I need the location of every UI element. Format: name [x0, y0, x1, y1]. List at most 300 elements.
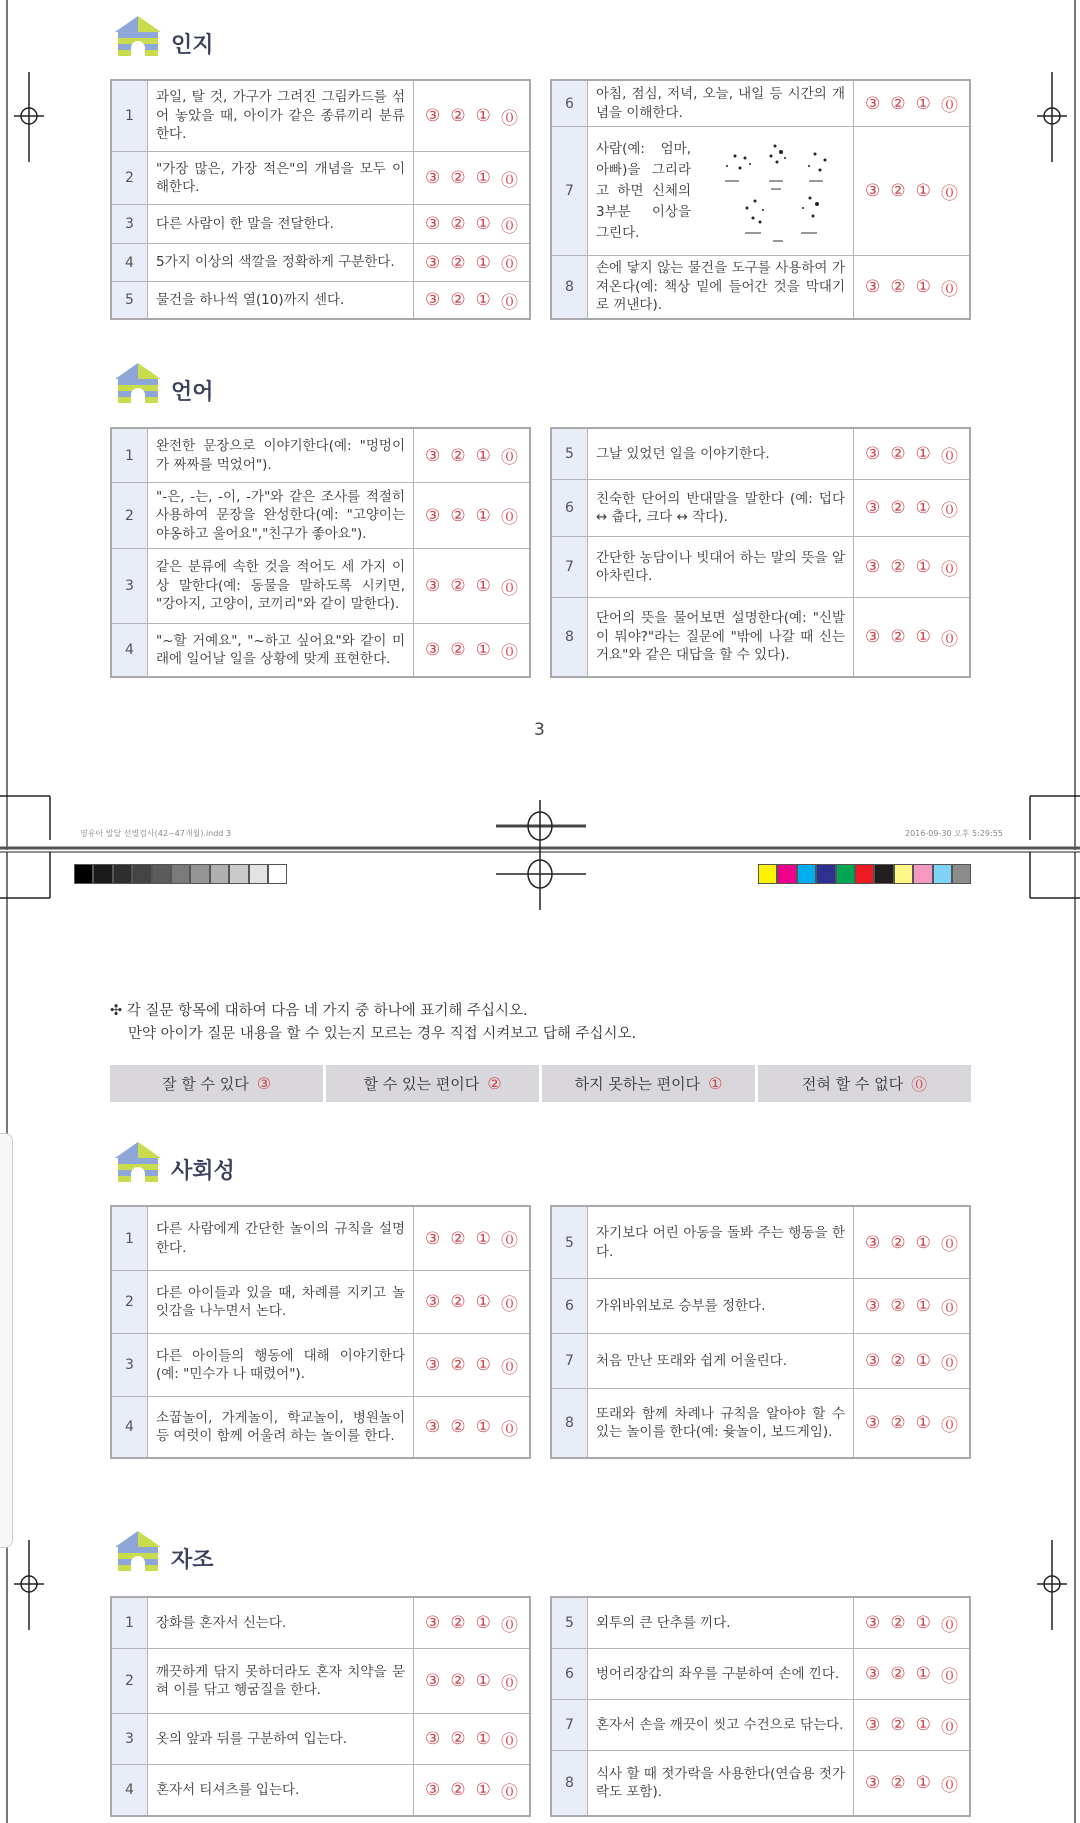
question-number: 5: [552, 429, 588, 479]
answer-options: [854, 598, 969, 676]
question-text-content: 깨끗하게 닦지 못하더라도 혼자 치약을 묻혀 이를 닦고 헹굼질을 한다.: [156, 1663, 405, 1698]
question-table-right: [550, 427, 971, 678]
question-text-content: 간단한 농담이나 빗대어 하는 말의 뜻을 알아차린다.: [596, 549, 845, 584]
answer-option-③[interactable]: ③: [425, 640, 441, 660]
answer-option-①[interactable]: ①: [475, 1729, 491, 1749]
question-number: 1: [112, 1598, 148, 1648]
answer-options: [414, 1598, 529, 1648]
answer-option-⓪[interactable]: ⓪: [500, 642, 518, 663]
question-text: [588, 1598, 854, 1648]
color-swatch: [797, 864, 816, 884]
question-text: [148, 1334, 414, 1396]
question-text-content: 완전한 문장으로 이야기한다(예: "멍멍이가 짜짜를 먹었어").: [156, 438, 405, 473]
answer-option-⓪[interactable]: ⓪: [940, 183, 958, 204]
answer-option-②[interactable]: ②: [890, 1664, 906, 1684]
answer-option-②[interactable]: ②: [450, 214, 466, 234]
section-title: [113, 12, 214, 59]
answer-option-⓪[interactable]: ⓪: [500, 1673, 518, 1694]
question-row: [112, 623, 529, 676]
section-title: [113, 1138, 235, 1185]
answer-option-⓪[interactable]: ⓪: [940, 559, 958, 580]
answer-option-①[interactable]: ①: [915, 1773, 931, 1793]
answer-option-②[interactable]: ②: [450, 290, 466, 310]
answer-options: [854, 1649, 969, 1699]
section-title-text: 인지: [171, 33, 214, 58]
question-text: [588, 1751, 854, 1815]
answer-options: [854, 1598, 969, 1648]
footer-timestamp: 2016-09-30 오후 5:29:55: [905, 829, 1003, 838]
legend-mark: ③: [256, 1074, 272, 1093]
color-swatch: [777, 864, 796, 884]
answer-option-①[interactable]: ①: [475, 168, 491, 188]
answer-option-①[interactable]: ①: [915, 557, 931, 577]
answer-option-⓪[interactable]: ⓪: [940, 500, 958, 521]
answer-option-⓪[interactable]: ⓪: [500, 448, 518, 468]
color-swatch: [913, 864, 932, 884]
question-number: 1: [112, 429, 148, 482]
question-text-content: 아침, 점심, 저녁, 오늘, 내일 등 시간의 개념을 이해한다.: [596, 86, 845, 121]
answer-options: [414, 205, 529, 243]
answer-option-③[interactable]: ③: [425, 106, 441, 126]
question-text-content: 그날 있었던 일을 이야기한다.: [596, 445, 770, 462]
answer-option-①[interactable]: ①: [915, 181, 931, 201]
answer-option-⓪[interactable]: ⓪: [500, 108, 518, 129]
answer-option-③[interactable]: ③: [425, 1780, 441, 1800]
answer-option-⓪[interactable]: ⓪: [940, 1666, 958, 1687]
question-row: [552, 429, 969, 479]
question-table-left: [110, 1596, 531, 1817]
question-text: [148, 1598, 414, 1648]
crop-marks-break: [0, 780, 1080, 910]
question-text: [148, 429, 414, 482]
question-text-content: 외투의 큰 단추를 끼다.: [596, 1614, 731, 1631]
answer-option-⓪[interactable]: ⓪: [500, 292, 518, 313]
answer-option-⓪[interactable]: ⓪: [500, 255, 518, 275]
question-number: 6: [552, 81, 588, 126]
bullet-icon: ✣: [110, 1003, 123, 1019]
answer-option-③[interactable]: ③: [425, 1417, 441, 1437]
answer-option-②[interactable]: ②: [450, 1228, 466, 1249]
answer-option-②[interactable]: ②: [890, 277, 906, 297]
question-text: [588, 1700, 854, 1750]
answer-option-⓪[interactable]: ⓪: [500, 170, 518, 191]
answer-option-②[interactable]: ②: [890, 498, 906, 518]
answer-option-③[interactable]: ③: [425, 505, 441, 526]
question-text-content: 자기보다 어린 아동을 돌봐 주는 행동을 한다.: [596, 1225, 845, 1260]
answer-options: [854, 1279, 969, 1333]
answer-option-⓪[interactable]: ⓪: [940, 1615, 958, 1636]
answer-option-⓪[interactable]: ⓪: [940, 279, 958, 300]
answer-option-③[interactable]: ③: [425, 290, 441, 310]
answer-option-③[interactable]: ③: [425, 214, 441, 234]
question-row: [112, 429, 529, 482]
question-row: [112, 1270, 529, 1333]
answer-option-①[interactable]: ①: [915, 1413, 931, 1433]
color-swatch: [816, 864, 835, 884]
question-number: 7: [552, 127, 588, 255]
answer-option-②[interactable]: ②: [890, 181, 906, 201]
question-text: [148, 483, 414, 548]
question-text-content: 옷의 앞과 뒤를 구분하여 입는다.: [156, 1730, 347, 1747]
answer-option-①[interactable]: ①: [475, 1780, 491, 1800]
page-edge-right-2: [1074, 852, 1076, 1823]
answer-option-①[interactable]: ①: [475, 1355, 491, 1375]
answer-option-①[interactable]: ①: [915, 93, 931, 114]
answer-option-③[interactable]: ③: [865, 557, 881, 577]
question-text: [588, 537, 854, 597]
answer-options: [854, 537, 969, 597]
answer-option-⓪[interactable]: ⓪: [940, 446, 958, 467]
legend-mark: ⓪: [911, 1075, 928, 1094]
answer-option-②[interactable]: ②: [450, 1780, 466, 1800]
question-number: 8: [552, 256, 588, 318]
answer-option-①[interactable]: ①: [915, 1232, 931, 1253]
answer-option-②[interactable]: ②: [450, 576, 466, 596]
question-row: [112, 1648, 529, 1713]
answer-option-①[interactable]: ①: [475, 106, 491, 126]
question-text-content: 또래와 함께 차례나 규칙을 알아야 할 수 있는 놀이를 한다(예: 윷놀이, 보드게임).: [596, 1405, 845, 1440]
answer-option-⓪[interactable]: ⓪: [500, 216, 518, 237]
question-row: [552, 255, 969, 318]
question-number: 7: [552, 537, 588, 597]
answer-options: [414, 429, 529, 482]
question-text-content: "~할 거예요", "~하고 싶어요"와 같이 미래에 일어날 일을 상황에 맞게 표현한다.: [156, 632, 405, 667]
question-text: [148, 1714, 414, 1764]
answer-options: [414, 1765, 529, 1815]
answer-option-③[interactable]: ③: [425, 445, 441, 466]
question-row: [112, 281, 529, 318]
answer-options: [854, 256, 969, 318]
answer-option-⓪[interactable]: ⓪: [500, 578, 518, 599]
question-text: [588, 598, 854, 676]
answer-option-①[interactable]: ①: [475, 214, 491, 234]
answer-option-②[interactable]: ②: [890, 1232, 906, 1253]
answer-option-③[interactable]: ③: [865, 1613, 881, 1633]
question-row: [552, 479, 969, 536]
question-number: 5: [552, 1207, 588, 1278]
question-text-content: 소꿉놀이, 가게놀이, 학교놀이, 병원놀이 등 여럿이 함께 어울려 하는 놀이를 한다.: [156, 1409, 405, 1444]
question-text-content: 혼자서 손을 깨끗이 씻고 수건으로 닦는다.: [596, 1716, 844, 1733]
color-swatch: [113, 864, 132, 884]
question-text: [148, 1271, 414, 1333]
answer-option-②[interactable]: ②: [450, 640, 466, 660]
answer-option-②[interactable]: ②: [450, 106, 466, 126]
question-row: [112, 243, 529, 281]
legend-label: 하지 못하는 편이다: [574, 1075, 701, 1093]
answer-option-①[interactable]: ①: [475, 1417, 491, 1437]
question-row: [552, 1388, 969, 1457]
color-swatch: [132, 864, 151, 884]
answer-option-⓪[interactable]: ⓪: [500, 1231, 518, 1251]
question-number: 4: [112, 244, 148, 281]
color-swatch: [268, 864, 287, 884]
answer-option-②[interactable]: ②: [450, 505, 466, 526]
answer-option-①[interactable]: ①: [475, 1228, 491, 1249]
answer-option-②[interactable]: ②: [450, 1671, 466, 1691]
answer-option-①[interactable]: ①: [915, 277, 931, 297]
answer-option-⓪[interactable]: ⓪: [940, 96, 958, 116]
answer-options: [854, 1334, 969, 1388]
question-number: 8: [552, 1751, 588, 1815]
question-table-left: [110, 79, 531, 320]
answer-options: [854, 480, 969, 536]
answer-options: [414, 1649, 529, 1713]
instruction-line-1: [110, 999, 528, 1020]
answer-option-①[interactable]: ①: [915, 1664, 931, 1684]
answer-options: [854, 1751, 969, 1815]
answer-option-②[interactable]: ②: [890, 627, 906, 647]
color-swatch: [249, 864, 268, 884]
question-number: 5: [552, 1598, 588, 1648]
answer-option-①[interactable]: ①: [475, 1292, 491, 1312]
question-row: [552, 81, 969, 126]
question-text: [148, 624, 414, 676]
color-swatch: [171, 864, 190, 884]
answer-option-②[interactable]: ②: [450, 1292, 466, 1312]
answer-options: [414, 1334, 529, 1396]
answer-option-②[interactable]: ②: [450, 168, 466, 188]
color-swatch: [855, 864, 874, 884]
answer-options: [414, 549, 529, 623]
question-table-right: [550, 1596, 971, 1817]
section-title: [113, 359, 214, 406]
answer-option-①[interactable]: ①: [915, 1296, 931, 1316]
question-text: [148, 282, 414, 318]
answer-option-③[interactable]: ③: [865, 277, 881, 297]
answer-options: [414, 1271, 529, 1333]
question-row: [112, 1207, 529, 1270]
question-row: [112, 81, 529, 151]
question-text-content: 가위바위보로 승부를 정한다.: [596, 1297, 766, 1314]
answer-option-③[interactable]: ③: [425, 576, 441, 596]
answer-option-⓪[interactable]: ⓪: [940, 1235, 958, 1255]
answer-option-①[interactable]: ①: [475, 505, 491, 526]
answer-option-①[interactable]: ①: [475, 445, 491, 466]
answer-option-⓪[interactable]: ⓪: [940, 1298, 958, 1319]
legend-item-1: [542, 1065, 755, 1102]
answer-option-③[interactable]: ③: [425, 1292, 441, 1312]
answer-option-③[interactable]: ③: [425, 252, 441, 273]
instruction-text-1: 각 질문 항목에 대하여 다음 네 가지 중 하나에 표기해 주십시오.: [126, 1003, 528, 1019]
question-text-content: 친숙한 단어의 반대말을 말한다 (예: 덥다 ↔ 춥다, 크다 ↔ 작다).: [596, 490, 845, 525]
answer-option-②[interactable]: ②: [890, 557, 906, 577]
question-text: [148, 1765, 414, 1815]
color-swatch: [93, 864, 112, 884]
section-title: [113, 1527, 214, 1574]
answer-option-③[interactable]: ③: [425, 1355, 441, 1375]
registration-mark: [1037, 1540, 1067, 1630]
answer-options: [854, 1389, 969, 1457]
answer-option-③[interactable]: ③: [865, 1296, 881, 1316]
question-text-content: 과일, 탈 것, 가구가 그려진 그림카드를 섞어 놓았을 때, 아이가 같은 종류끼리 분류한다.: [156, 89, 405, 143]
question-text-content: "-은, -는, -이, -가"와 같은 조사를 적절히 사용하여 문장을 완성한다(예: "고양이는 야옹하고 울어요","친구가 좋아요").: [156, 488, 405, 542]
question-number: 3: [112, 549, 148, 623]
question-text: [148, 549, 414, 623]
question-text: [588, 81, 854, 126]
answer-option-③[interactable]: ③: [865, 1413, 881, 1433]
instruction-line-2: 만약 아이가 질문 내용을 할 수 있는지 모르는 경우 직접 시켜보고 답해 주십시오.: [128, 1026, 637, 1042]
answer-option-⓪[interactable]: ⓪: [940, 1775, 958, 1796]
answer-option-⓪[interactable]: ⓪: [940, 629, 958, 650]
answer-option-①[interactable]: ①: [915, 498, 931, 518]
legend-label: 할 수 있는 편이다: [363, 1075, 480, 1093]
color-swatch: [933, 864, 952, 884]
question-text-content: 단어의 뜻을 물어보면 설명한다(예: "신발이 뭐야?"라는 질문에 "밖에 나갈 때 신는 거요"와 같은 대답을 할 수 있다).: [596, 610, 845, 664]
question-row: [552, 597, 969, 676]
house-icon: [113, 1529, 163, 1573]
question-table-left: [110, 427, 531, 678]
answer-option-③[interactable]: ③: [865, 444, 881, 464]
answer-option-③[interactable]: ③: [865, 1351, 881, 1371]
answer-options: [854, 81, 969, 126]
question-text-content: 손에 닿지 않는 물건을 도구를 사용하여 가져온다(예: 책상 밑에 들어간 것을 막대기로 꺼낸다).: [596, 260, 845, 314]
answer-option-①[interactable]: ①: [915, 1715, 931, 1735]
answer-option-②[interactable]: ②: [890, 1773, 906, 1793]
answer-option-②[interactable]: ②: [890, 93, 906, 114]
question-number: 7: [552, 1700, 588, 1750]
question-text-content: 같은 분류에 속한 것을 적어도 세 가지 이상 말한다(예: 동물을 말하도록 시키면, "강아지, 고양이, 코끼리"와 같이 말한다).: [156, 559, 405, 613]
answer-option-③[interactable]: ③: [865, 1232, 881, 1253]
answer-option-②[interactable]: ②: [450, 252, 466, 273]
answer-options: [854, 1700, 969, 1750]
answer-option-③[interactable]: ③: [425, 1228, 441, 1249]
answer-option-②[interactable]: ②: [890, 1613, 906, 1633]
question-row: [112, 1764, 529, 1815]
question-text: [588, 1279, 854, 1333]
answer-option-①[interactable]: ①: [475, 1671, 491, 1691]
section-title-text: 언어: [171, 380, 214, 405]
question-text: [588, 1207, 854, 1278]
answer-option-①[interactable]: ①: [475, 252, 491, 273]
answer-option-②[interactable]: ②: [890, 1296, 906, 1316]
question-row: [112, 1333, 529, 1396]
question-table-right: [550, 79, 971, 320]
answer-option-③[interactable]: ③: [865, 498, 881, 518]
question-number: 2: [112, 1271, 148, 1333]
answer-option-⓪[interactable]: ⓪: [940, 1415, 958, 1436]
question-text-content: 처음 만난 또래와 쉽게 어울린다.: [596, 1352, 787, 1369]
question-number: 8: [552, 1389, 588, 1457]
color-swatch: [152, 864, 171, 884]
answer-option-⓪[interactable]: ⓪: [500, 1731, 518, 1752]
color-swatch: [190, 864, 209, 884]
question-number: 6: [552, 480, 588, 536]
footer-filename: 영유아 발달 선별검사(42~47개월).indd 3: [80, 829, 232, 838]
question-text-content: 장화를 혼자서 신는다.: [156, 1614, 287, 1631]
answer-option-①[interactable]: ①: [475, 290, 491, 310]
answer-option-②[interactable]: ②: [890, 1413, 906, 1433]
answer-option-①[interactable]: ①: [475, 640, 491, 660]
question-text-content: "가장 많은, 가장 적은"의 개념을 모두 이해한다.: [156, 160, 405, 195]
legend-label: 전혀 할 수 없다: [801, 1075, 904, 1093]
color-swatch: [210, 864, 229, 884]
question-number: 4: [112, 624, 148, 676]
question-text: [588, 1389, 854, 1457]
section-title-text: 자조: [171, 1548, 214, 1573]
answer-options: [414, 81, 529, 151]
answer-option-⓪[interactable]: ⓪: [940, 1717, 958, 1738]
answer-option-①[interactable]: ①: [915, 1613, 931, 1633]
answer-option-②[interactable]: ②: [890, 1351, 906, 1371]
legend-mark: ①: [708, 1074, 723, 1093]
answer-option-②[interactable]: ②: [890, 444, 906, 464]
answer-options: [414, 244, 529, 281]
house-icon: [113, 1140, 163, 1184]
question-row: [112, 482, 529, 548]
answer-option-③[interactable]: ③: [865, 181, 881, 201]
answer-option-②[interactable]: ②: [450, 1729, 466, 1749]
question-number: 6: [552, 1279, 588, 1333]
question-text: [148, 244, 414, 281]
page-edge-left: [6, 0, 8, 850]
answer-option-③[interactable]: ③: [865, 1664, 881, 1684]
answer-option-②[interactable]: ②: [890, 1715, 906, 1735]
answer-option-①[interactable]: ①: [915, 1351, 931, 1371]
legend-label: 잘 할 수 있다: [161, 1075, 249, 1093]
answer-option-③[interactable]: ③: [865, 1773, 881, 1793]
question-row: [112, 1396, 529, 1457]
answer-option-①[interactable]: ①: [475, 1613, 491, 1633]
question-text: [588, 429, 854, 479]
question-text: [588, 127, 854, 255]
question-number: 3: [112, 1334, 148, 1396]
color-swatch: [758, 864, 777, 884]
question-row: [552, 126, 969, 255]
question-text: [588, 1649, 854, 1699]
answer-options: [854, 127, 969, 255]
answer-option-③[interactable]: ③: [865, 627, 881, 647]
registration-mark: [14, 72, 44, 162]
scrollbar[interactable]: [0, 1133, 13, 1548]
question-text-content: 5가지 이상의 색깔을 정확하게 구분한다.: [156, 254, 395, 271]
answer-option-⓪[interactable]: ⓪: [940, 1353, 958, 1374]
answer-option-①[interactable]: ①: [475, 576, 491, 596]
answer-option-③[interactable]: ③: [865, 1715, 881, 1735]
answer-options: [854, 1207, 969, 1278]
answer-options: [414, 1714, 529, 1764]
answer-option-③[interactable]: ③: [425, 1729, 441, 1749]
person-drawing-figure: [705, 136, 845, 246]
answer-option-②[interactable]: ②: [450, 1417, 466, 1437]
answer-option-①[interactable]: ①: [915, 444, 931, 464]
answer-option-③[interactable]: ③: [425, 1671, 441, 1691]
legend-item-0: [758, 1065, 971, 1102]
answer-option-⓪[interactable]: ⓪: [500, 1357, 518, 1378]
answer-option-②[interactable]: ②: [450, 1613, 466, 1633]
question-row: [552, 1333, 969, 1388]
question-number: 6: [552, 1649, 588, 1699]
question-text: [148, 1397, 414, 1457]
question-number: 3: [112, 205, 148, 243]
question-text-content: 다른 아이들의 행동에 대해 이야기한다 (예: "민수가 나 때렸어").: [156, 1347, 405, 1382]
answer-option-⓪[interactable]: ⓪: [500, 1419, 518, 1440]
question-text-content: 다른 아이들과 있을 때, 차례를 지키고 놀잇감을 나누면서 논다.: [156, 1284, 405, 1319]
answer-option-②[interactable]: ②: [450, 1355, 466, 1375]
answer-option-①[interactable]: ①: [915, 627, 931, 647]
answer-option-③[interactable]: ③: [425, 1613, 441, 1633]
answer-option-⓪[interactable]: ⓪: [500, 1782, 518, 1803]
answer-options: [854, 429, 969, 479]
answer-option-⓪[interactable]: ⓪: [500, 1615, 518, 1636]
question-table-left: [110, 1205, 531, 1459]
answer-option-③[interactable]: ③: [865, 93, 881, 114]
answer-option-③[interactable]: ③: [425, 168, 441, 188]
answer-option-②[interactable]: ②: [450, 445, 466, 466]
answer-option-⓪[interactable]: ⓪: [500, 1294, 518, 1315]
answer-option-⓪[interactable]: ⓪: [500, 508, 518, 528]
question-number: 2: [112, 152, 148, 204]
answer-options: [414, 1207, 529, 1270]
